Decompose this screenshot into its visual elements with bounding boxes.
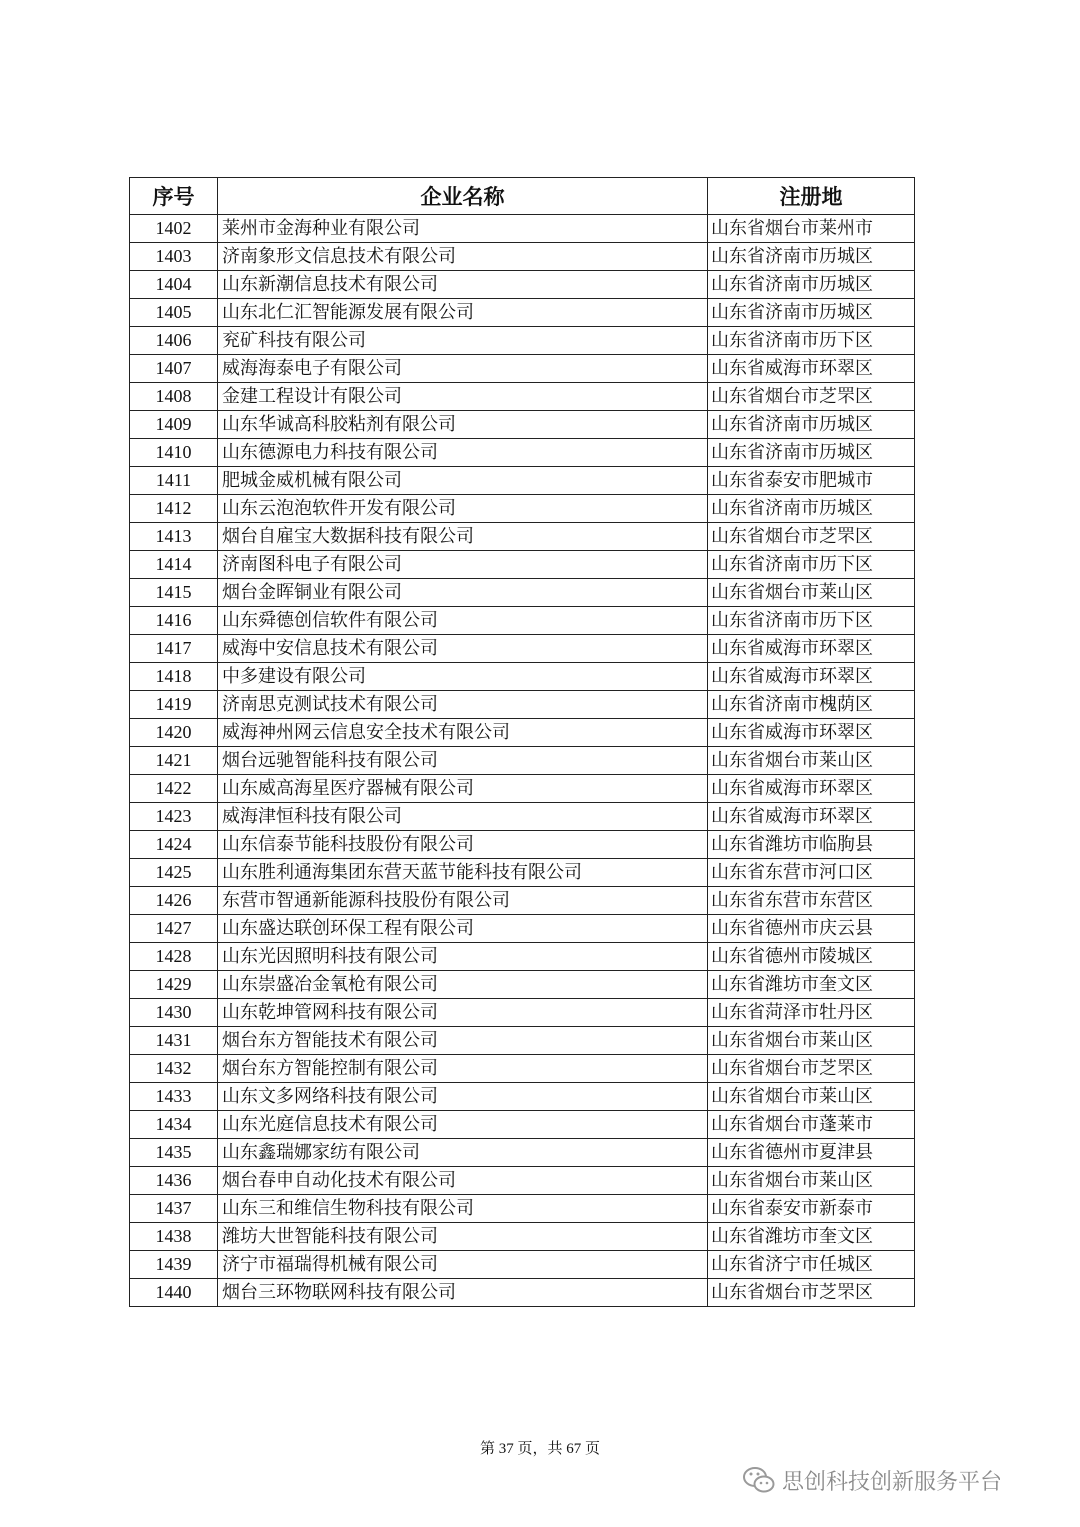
row-company-name: 威海海泰电子有限公司 [218,355,708,383]
row-company-name: 东营市智通新能源科技股份有限公司 [218,887,708,915]
table-row [130,327,915,355]
table-row [130,1167,915,1195]
table-row [130,215,915,243]
row-company-name: 济南思克测试技术有限公司 [218,691,708,719]
row-registration-place: 山东省烟台市莱山区 [708,1027,915,1055]
table-row [130,831,915,859]
row-registration-place: 山东省菏泽市牡丹区 [708,999,915,1027]
row-seq: 1413 [130,523,218,551]
row-registration-place: 山东省济南市槐荫区 [708,691,915,719]
row-seq: 1407 [130,355,218,383]
table-row [130,355,915,383]
row-registration-place: 山东省潍坊市奎文区 [708,971,915,999]
row-registration-place: 山东省德州市陵城区 [708,943,915,971]
row-seq: 1427 [130,915,218,943]
table-row [130,747,915,775]
row-registration-place: 山东省潍坊市临朐县 [708,831,915,859]
row-registration-place: 山东省济南市历下区 [708,607,915,635]
row-registration-place: 山东省烟台市莱山区 [708,747,915,775]
row-seq: 1406 [130,327,218,355]
row-seq: 1425 [130,859,218,887]
row-company-name: 烟台远驰智能科技有限公司 [218,747,708,775]
row-company-name: 肥城金威机械有限公司 [218,467,708,495]
row-seq: 1432 [130,1055,218,1083]
row-seq: 1436 [130,1167,218,1195]
table-row [130,1251,915,1279]
row-company-name: 山东胜利通海集团东营天蓝节能科技有限公司 [218,859,708,887]
wechat-icon [742,1465,776,1495]
table-row [130,467,915,495]
row-seq: 1419 [130,691,218,719]
row-seq: 1440 [130,1279,218,1307]
row-seq: 1430 [130,999,218,1027]
row-registration-place: 山东省济南市历下区 [708,327,915,355]
row-registration-place: 山东省德州市庆云县 [708,915,915,943]
table-row [130,383,915,411]
row-registration-place: 山东省济宁市任城区 [708,1251,915,1279]
row-registration-place: 山东省济南市历城区 [708,271,915,299]
table-row [130,551,915,579]
row-company-name: 山东光因照明科技有限公司 [218,943,708,971]
row-seq: 1431 [130,1027,218,1055]
row-company-name: 烟台东方智能技术有限公司 [218,1027,708,1055]
row-company-name: 山东舜德创信软件有限公司 [218,607,708,635]
table-row [130,439,915,467]
row-registration-place: 山东省潍坊市奎文区 [708,1223,915,1251]
row-seq: 1417 [130,635,218,663]
row-seq: 1421 [130,747,218,775]
row-seq: 1416 [130,607,218,635]
row-company-name: 金建工程设计有限公司 [218,383,708,411]
table-row [130,635,915,663]
table-row [130,579,915,607]
table-row [130,1139,915,1167]
row-registration-place: 山东省济南市历城区 [708,243,915,271]
row-registration-place: 山东省济南市历城区 [708,495,915,523]
header-company-name: 企业名称 [218,178,708,215]
table-row [130,1195,915,1223]
row-registration-place: 山东省济南市历城区 [708,439,915,467]
row-company-name: 莱州市金海种业有限公司 [218,215,708,243]
row-company-name: 潍坊大世智能科技有限公司 [218,1223,708,1251]
row-registration-place: 山东省烟台市芝罘区 [708,383,915,411]
row-seq: 1426 [130,887,218,915]
table-body [130,215,915,1307]
table-row [130,1111,915,1139]
table-row [130,663,915,691]
table-row [130,1055,915,1083]
table-row [130,859,915,887]
table-row [130,915,915,943]
row-seq: 1437 [130,1195,218,1223]
row-seq: 1433 [130,1083,218,1111]
row-seq: 1420 [130,719,218,747]
row-seq: 1429 [130,971,218,999]
row-company-name: 山东华诚高科胶粘剂有限公司 [218,411,708,439]
row-company-name: 烟台春申自动化技术有限公司 [218,1167,708,1195]
row-registration-place: 山东省烟台市蓬莱市 [708,1111,915,1139]
table-row [130,999,915,1027]
row-registration-place: 山东省泰安市新泰市 [708,1195,915,1223]
row-company-name: 山东北仁汇智能源发展有限公司 [218,299,708,327]
row-registration-place: 山东省济南市历下区 [708,551,915,579]
row-registration-place: 山东省东营市东营区 [708,887,915,915]
row-company-name: 山东云泡泡软件开发有限公司 [218,495,708,523]
row-company-name: 济宁市福瑞得机械有限公司 [218,1251,708,1279]
row-registration-place: 山东省济南市历城区 [708,411,915,439]
row-registration-place: 山东省烟台市芝罘区 [708,523,915,551]
table-row [130,411,915,439]
row-seq: 1412 [130,495,218,523]
row-seq: 1402 [130,215,218,243]
row-company-name: 山东信泰节能科技股份有限公司 [218,831,708,859]
row-seq: 1418 [130,663,218,691]
header-seq: 序号 [130,178,218,215]
row-seq: 1424 [130,831,218,859]
row-company-name: 济南图科电子有限公司 [218,551,708,579]
table-row [130,887,915,915]
row-company-name: 威海中安信息技术有限公司 [218,635,708,663]
row-registration-place: 山东省烟台市莱山区 [708,579,915,607]
table-row [130,495,915,523]
enterprise-table [129,177,915,1307]
table-row [130,1027,915,1055]
row-company-name: 烟台三环物联网科技有限公司 [218,1279,708,1307]
row-registration-place: 山东省烟台市芝罘区 [708,1055,915,1083]
row-registration-place: 山东省威海市环翠区 [708,355,915,383]
table-row [130,1083,915,1111]
row-seq: 1439 [130,1251,218,1279]
table-row [130,971,915,999]
watermark-text: 思创科技创新服务平台 [782,1469,1003,1495]
row-seq: 1405 [130,299,218,327]
row-registration-place: 山东省威海市环翠区 [708,663,915,691]
row-seq: 1408 [130,383,218,411]
row-registration-place: 山东省威海市环翠区 [708,775,915,803]
table-row [130,719,915,747]
row-company-name: 威海神州网云信息安全技术有限公司 [218,719,708,747]
table-row [130,523,915,551]
row-company-name: 中多建设有限公司 [218,663,708,691]
row-seq: 1428 [130,943,218,971]
row-registration-place: 山东省泰安市肥城市 [708,467,915,495]
table-row [130,691,915,719]
row-registration-place: 山东省济南市历城区 [708,299,915,327]
row-company-name: 山东盛达联创环保工程有限公司 [218,915,708,943]
header-registration-place: 注册地 [708,178,915,215]
row-seq: 1403 [130,243,218,271]
row-seq: 1411 [130,467,218,495]
row-registration-place: 山东省烟台市莱山区 [708,1083,915,1111]
row-seq: 1409 [130,411,218,439]
row-company-name: 山东三和维信生物科技有限公司 [218,1195,708,1223]
table-row [130,943,915,971]
row-registration-place: 山东省东营市河口区 [708,859,915,887]
row-company-name: 山东光庭信息技术有限公司 [218,1111,708,1139]
watermark [742,1462,1002,1498]
row-company-name: 山东崇盛冶金氧枪有限公司 [218,971,708,999]
row-seq: 1422 [130,775,218,803]
row-company-name: 山东威高海星医疗器械有限公司 [218,775,708,803]
row-registration-place: 山东省威海市环翠区 [708,803,915,831]
row-registration-place: 山东省烟台市莱山区 [708,1167,915,1195]
row-registration-place: 山东省威海市环翠区 [708,719,915,747]
row-company-name: 山东文多网络科技有限公司 [218,1083,708,1111]
row-company-name: 山东德源电力科技有限公司 [218,439,708,467]
table-row [130,299,915,327]
row-company-name: 威海津恒科技有限公司 [218,803,708,831]
table-row [130,607,915,635]
table-row [130,775,915,803]
row-registration-place: 山东省烟台市莱州市 [708,215,915,243]
table-row [130,1279,915,1307]
row-company-name: 山东鑫瑞娜家纺有限公司 [218,1139,708,1167]
row-seq: 1414 [130,551,218,579]
row-seq: 1415 [130,579,218,607]
row-seq: 1410 [130,439,218,467]
row-seq: 1438 [130,1223,218,1251]
row-registration-place: 山东省烟台市芝罘区 [708,1279,915,1307]
row-seq: 1404 [130,271,218,299]
row-company-name: 烟台自雇宝大数据科技有限公司 [218,523,708,551]
row-company-name: 烟台金晖铜业有限公司 [218,579,708,607]
row-company-name: 烟台东方智能控制有限公司 [218,1055,708,1083]
row-seq: 1434 [130,1111,218,1139]
row-registration-place: 山东省德州市夏津县 [708,1139,915,1167]
row-seq: 1423 [130,803,218,831]
row-company-name: 兖矿科技有限公司 [218,327,708,355]
table-row [130,803,915,831]
row-company-name: 山东新潮信息技术有限公司 [218,271,708,299]
row-company-name: 山东乾坤管网科技有限公司 [218,999,708,1027]
table-row [130,1223,915,1251]
row-registration-place: 山东省威海市环翠区 [708,635,915,663]
table-row [130,271,915,299]
table-header-row [130,178,915,215]
page-number: 第 37 页，共 67 页 [479,1441,600,1457]
table-row [130,243,915,271]
row-company-name: 济南象形文信息技术有限公司 [218,243,708,271]
row-seq: 1435 [130,1139,218,1167]
